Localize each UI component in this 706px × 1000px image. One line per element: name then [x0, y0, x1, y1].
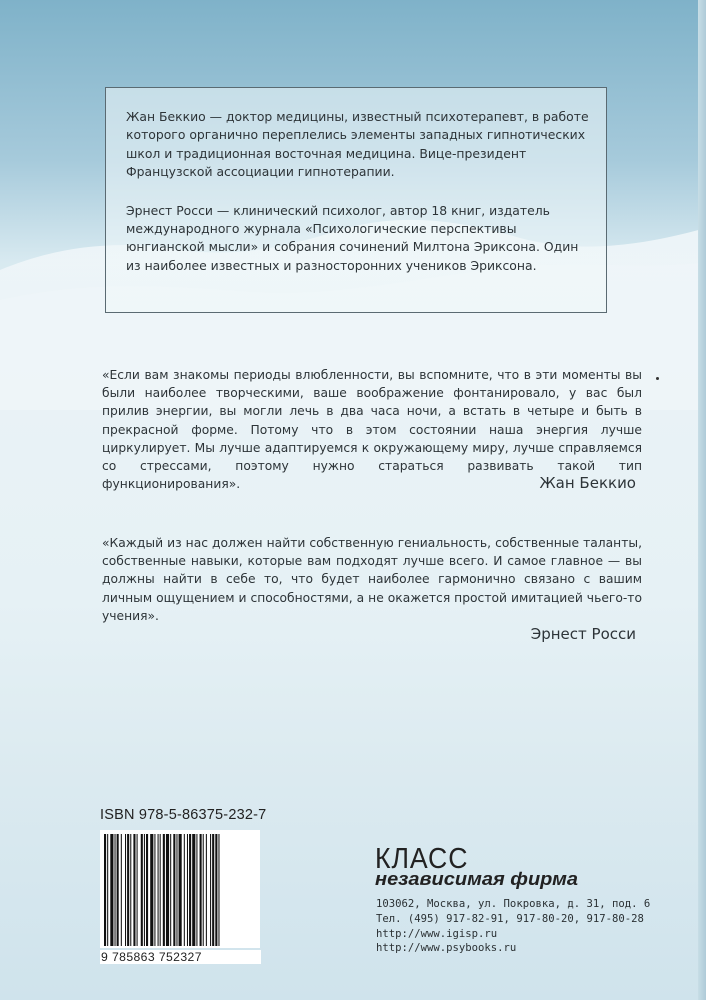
barcode-bar [196, 834, 197, 946]
authors-bio-box [105, 87, 607, 313]
barcode-bar [154, 834, 155, 946]
barcode-bar [166, 834, 169, 946]
barcode-bar [210, 834, 211, 946]
barcode-bar [146, 834, 148, 946]
barcode-bar [173, 834, 175, 946]
barcode-bar [163, 834, 165, 946]
barcode-digits: 9 785863 752327 [100, 950, 261, 964]
decorative-dot [656, 377, 659, 380]
barcode-bar [130, 834, 131, 946]
publisher-site-1: http://www.igisp.ru [376, 927, 498, 940]
quote-rossi: «Каждый из нас должен найти собственную гениальность, собственные таланты, собственные навыки, которые вам подходят лучше всего. И самое главное — вы должны найти в себе то, что будет наиболее гармонично связано с вашим личным ощущением и способностями, а не окажется простой имитацией чьего-то учения». [102, 536, 642, 623]
publisher-address: 103062, Москва, ул. Покровка, д. 31, под. 6 [376, 898, 651, 910]
barcode-bar [117, 834, 119, 946]
barcode-bar [110, 834, 113, 946]
barcode-bar [203, 834, 204, 946]
quote-author-rossi: Эрнест Росси [530, 625, 636, 643]
barcode-bar [184, 834, 185, 946]
quote-beckio: «Если вам знакомы периоды влюбленности, вы вспомните, что в эти моменты вы были наиболее творческими, ваше воображение фонтанировало, у вас был прилив энергии, вы могли лечь в два часа ночи, а встать в четыре и быть в прекрасной форме. Потому что в этом состоянии наша энергия лучше циркулирует. Мы лучше адаптируемся к окружающему миру, лучше справляемся со стрессами, поэтому нужно стараться развивать такой тип функционирования». [102, 368, 642, 492]
barcode [100, 830, 260, 948]
barcode-bar [104, 834, 106, 946]
barcode-bar [115, 834, 116, 946]
barcode-bar [133, 834, 135, 946]
publisher-phone: Тел. (495) 917-82-91, 917-80-20, 917-80-28 [376, 912, 644, 925]
barcode-bar [125, 834, 126, 946]
publisher-logo-name: КЛАСС [375, 843, 469, 875]
barcode-bar [206, 834, 207, 946]
barcode-bar [187, 834, 188, 946]
publisher-logo-tagline: независимая фирма [375, 868, 579, 889]
barcode-bar [141, 834, 143, 946]
bio-rossi: Эрнест Росси — клинический психолог, автор 18 книг, издатель международного журнала «Психологические перспективы юнгианской мысли» и собрания сочинений Милтона Эриксона. Один из наиболее известных и разносторонних учеников Эриксона. [126, 202, 579, 273]
barcode-bar [170, 834, 171, 946]
barcode-bar [179, 834, 182, 946]
barcode-bar [121, 834, 122, 946]
barcode-bar [107, 834, 108, 946]
barcode-bar [144, 834, 145, 946]
barcode-bar [200, 834, 202, 946]
barcode-bar [212, 834, 214, 946]
barcode-bar [137, 834, 138, 946]
barcode-bar [192, 834, 195, 946]
barcode-bar [158, 834, 159, 946]
bio-beckio: Жан Беккио — доктор медицины, известный психотерапевт, в работе которого органично переплелись элементы западных гипнотических школ и традиционная восточная медицина. Вице-президент Французской ассоциации гипнотерапии. [126, 109, 589, 180]
barcode-bar [150, 834, 153, 946]
barcode-bar [160, 834, 161, 946]
publisher-site-2: http://www.psybooks.ru [376, 942, 517, 955]
barcode-bar [127, 834, 129, 946]
isbn-number: ISBN 978-5-86375-232-7 [100, 807, 267, 823]
barcode-bar [176, 834, 177, 946]
quote-author-beckio: Жан Беккио [539, 474, 636, 492]
spine-edge [698, 0, 706, 1000]
publisher-contacts [376, 897, 650, 956]
barcode-bar [189, 834, 191, 946]
barcode-bar [215, 834, 217, 946]
barcode-bar [218, 834, 219, 946]
